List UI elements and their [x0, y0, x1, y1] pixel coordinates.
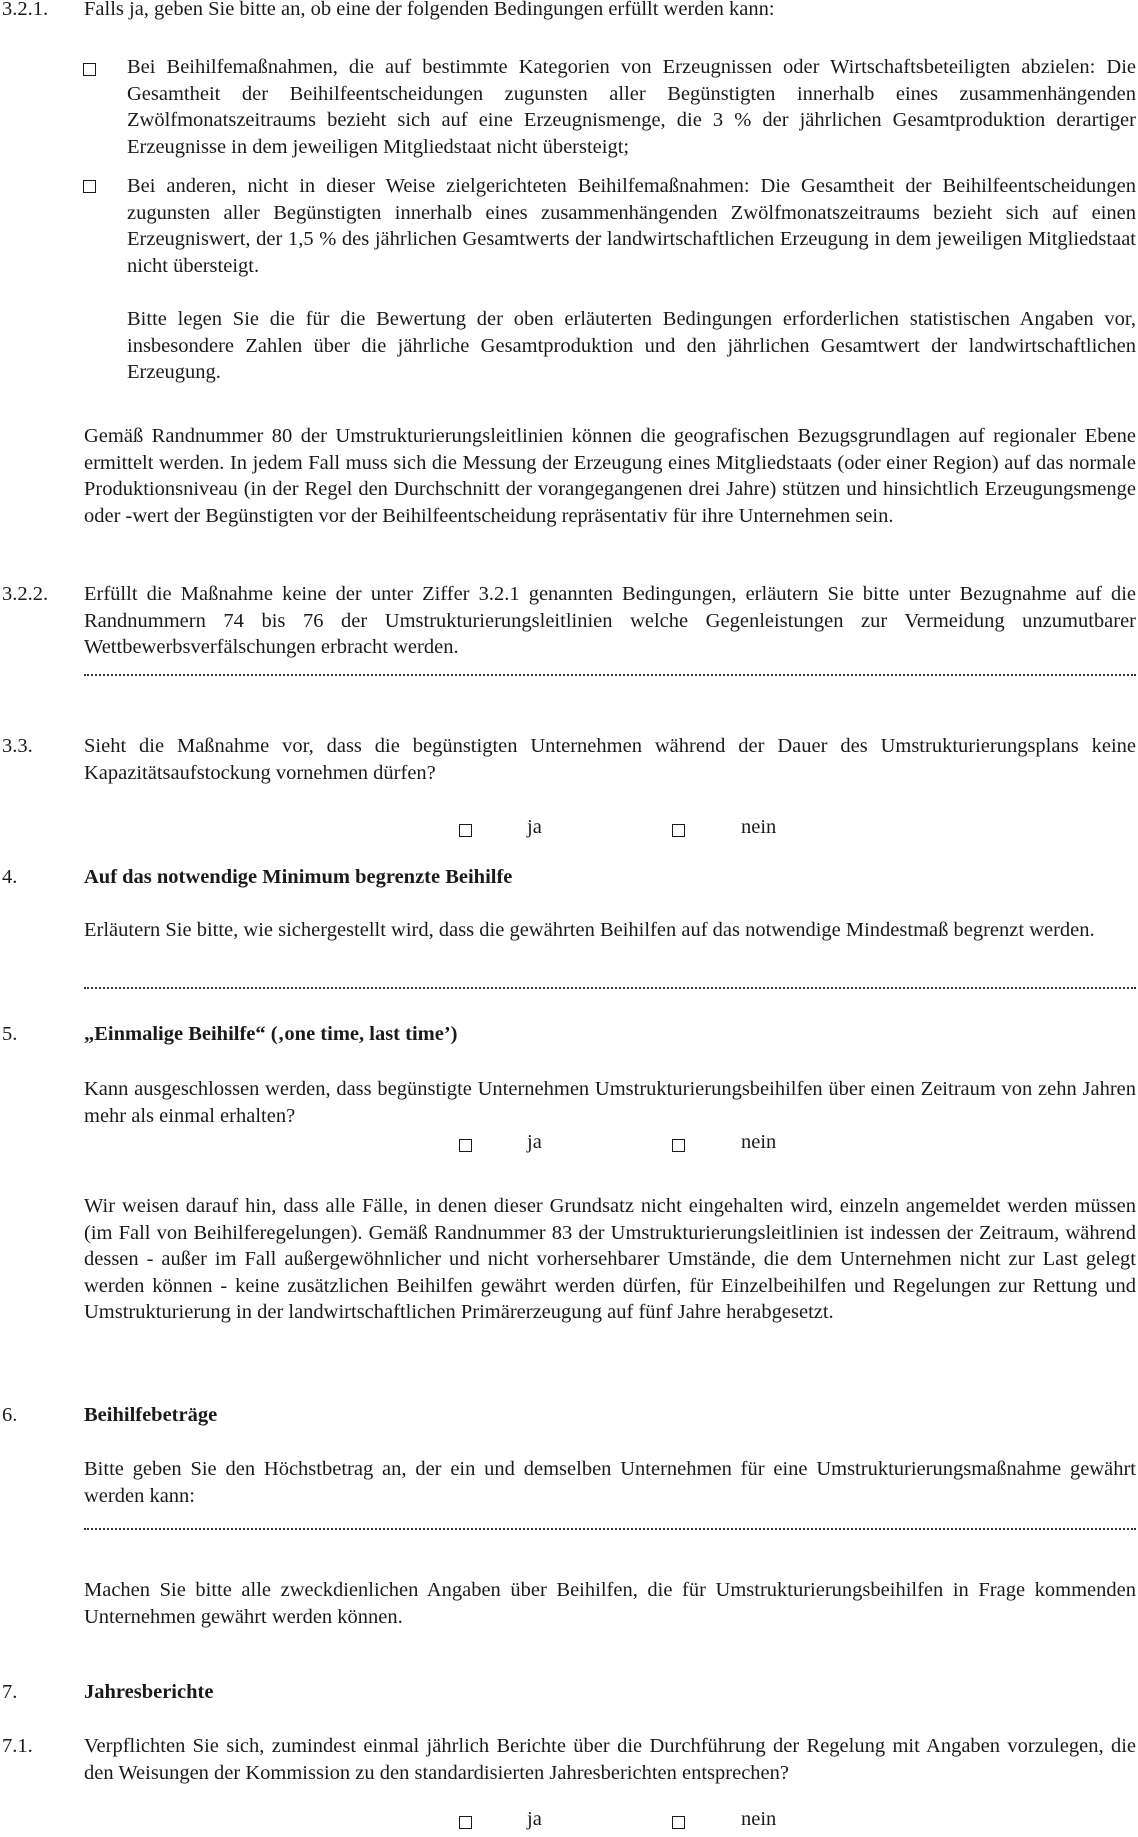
s33-yes-label: ja	[527, 816, 542, 838]
answer-line-6[interactable]	[84, 1528, 1136, 1532]
section-4-text: Erläutern Sie bitte, wie sichergestellt wird, dass die gewährten Beihilfen auf das notwendige Mindestmaß begrenzt werden.	[84, 919, 1095, 941]
condition-2-checkbox[interactable]	[83, 180, 96, 193]
section-7-title: Jahresberichte	[84, 1681, 214, 1703]
s5-yes-label: ja	[527, 1131, 542, 1153]
statistics-request-text: Bitte legen Sie die für die Bewertung der oben erläuterten Bedingungen erforderlichen statistischen Angaben vor, insbesondere Zahlen über die jährliche Gesamtproduktion und den jährlichen Gesamtwert der landwirtschaftlichen Erzeugung.	[127, 308, 1136, 383]
condition-1-text: Bei Beihilfemaßnahmen, die auf bestimmte Kategorien von Erzeugnissen oder Wirtschaftsbeteiligten abzielen: Die Gesamtheit der Beihilfeentscheidungen zugunsten aller Begünstigten innerhalb eines zusammenhängenden Zwölfmonatszeitraums bezieht sich auf eine Erzeugnismenge, die 3 % der jährlichen Gesamtproduktion derartiger Erzeugnisse in dem jeweiligen Mitgliedstaat nicht übersteigt;	[127, 56, 1136, 158]
section-number-7-1: 7.1.	[2, 1735, 33, 1757]
s7-1-yes-checkbox[interactable]	[459, 1816, 472, 1829]
condition-1-checkbox[interactable]	[83, 63, 96, 76]
section-3-3-text: Sieht die Maßnahme vor, dass die begünstigten Unternehmen während der Dauer des Umstrukturierungsplans keine Kapazitätsaufstockung vornehmen dürfen?	[84, 735, 1136, 784]
section-7-1-text: Verpflichten Sie sich, zumindest einmal jährlich Berichte über die Durchführung der Regelung mit Angaben vorzulegen, die den Weisungen der Kommission zu den standardisierten Jahresberichten entsprechen?	[84, 1735, 1136, 1784]
section-number-5: 5.	[2, 1023, 18, 1045]
section-4-title: Auf das notwendige Minimum begrenzte Beihilfe	[84, 866, 513, 888]
answer-line-4[interactable]	[84, 987, 1136, 991]
section-number-3-3: 3.3.	[2, 735, 33, 757]
section-5-note: Wir weisen darauf hin, dass alle Fälle, in denen dieser Grundsatz nicht eingehalten wird, einzeln angemeldet werden müssen (im Fall von Beihilferegelungen). Gemäß Randnummer 83 der Umstrukturierungsleitlinien ist indessen der Zeitraum, während dessen - außer im Fall außergewöhnlicher und nicht vorhersehbarer Umstände, die dem Unternehmen nicht zur Last gelegt werden können - keine zusätzlichen Beihilfen gewährt werden dürfen, für Einzelbeihilfen und Regelungen zur Rettung und Umstrukturierung in der landwirtschaftlichen Primärerzeugung auf fünf Jahre herabgesetzt.	[84, 1195, 1136, 1323]
section-6-text-1: Bitte geben Sie den Höchstbetrag an, der ein und demselben Unternehmen für eine Umstrukturierungsmaßnahme gewährt werden kann:	[84, 1458, 1136, 1507]
section-6-title: Beihilfebeträge	[84, 1404, 218, 1426]
section-3-2-2-text: Erfüllt die Maßnahme keine der unter Ziffer 3.2.1 genannten Bedingungen, erläutern Sie bitte unter Bezugnahme auf die Randnummern 74 bis 76 der Umstrukturierungsleitlinien welche Gegenleistungen zur Vermeidung unzumutbarer Wettbewerbsverfälschungen erbracht werden.	[84, 583, 1136, 658]
s7-1-yes-label: ja	[527, 1808, 542, 1830]
s33-no-checkbox[interactable]	[672, 824, 685, 837]
s7-1-no-label: nein	[741, 1808, 777, 1830]
regional-reference-note: Gemäß Randnummer 80 der Umstrukturierungsleitlinien können die geografischen Bezugsgrundlagen auf regionaler Ebene ermittelt werden. In jedem Fall muss sich die Messung der Erzeugung eines Mitgliedstaats (oder einer Region) auf das normale Produktionsniveau (in der Regel den Durchschnitt der vorangegangenen drei Jahre) stützen und hinsichtlich Erzeugungsmenge oder -wert der Begünstigten vor der Beihilfeentscheidung repräsentativ für ihre Unternehmen sein.	[84, 425, 1136, 527]
section-number-6: 6.	[2, 1404, 18, 1426]
section-number-3-2-2: 3.2.2.	[2, 583, 49, 605]
section-5-title: „Einmalige Beihilfe“ (‚one time, last time’)	[84, 1023, 458, 1045]
condition-2-text: Bei anderen, nicht in dieser Weise zielgerichteten Beihilfemaßnahmen: Die Gesamtheit der Beihilfeentscheidungen zugunsten aller Begünstigten innerhalb eines zusammenhängenden Zwölfmonatszeitraums bezieht sich auf einen Erzeugniswert, der 1,5 % des jährlichen Gesamtwerts der landwirtschaftlichen Erzeugung in dem jeweiligen Mitgliedstaat nicht übersteigt.	[127, 175, 1136, 277]
s5-yes-checkbox[interactable]	[459, 1139, 472, 1152]
section-3-2-1-intro: Falls ja, geben Sie bitte an, ob eine der folgenden Bedingungen erfüllt werden kann:	[84, 0, 775, 20]
section-number-7: 7.	[2, 1681, 18, 1703]
s7-1-no-checkbox[interactable]	[672, 1816, 685, 1829]
section-6-text-2: Machen Sie bitte alle zweckdienlichen Angaben über Beihilfen, die für Umstrukturierungsbeihilfen in Frage kommenden Unternehmen gewährt werden können.	[84, 1579, 1136, 1628]
section-number-4: 4.	[2, 866, 18, 888]
s33-no-label: nein	[741, 816, 777, 838]
answer-line-3-2-2[interactable]	[84, 674, 1136, 678]
s5-no-label: nein	[741, 1131, 777, 1153]
section-5-question: Kann ausgeschlossen werden, dass begünstigte Unternehmen Umstrukturierungsbeihilfen über einen Zeitraum von zehn Jahren mehr als einmal erhalten?	[84, 1078, 1136, 1127]
s33-yes-checkbox[interactable]	[459, 824, 472, 837]
s5-no-checkbox[interactable]	[672, 1139, 685, 1152]
section-number-3-2-1: 3.2.1.	[2, 0, 49, 20]
